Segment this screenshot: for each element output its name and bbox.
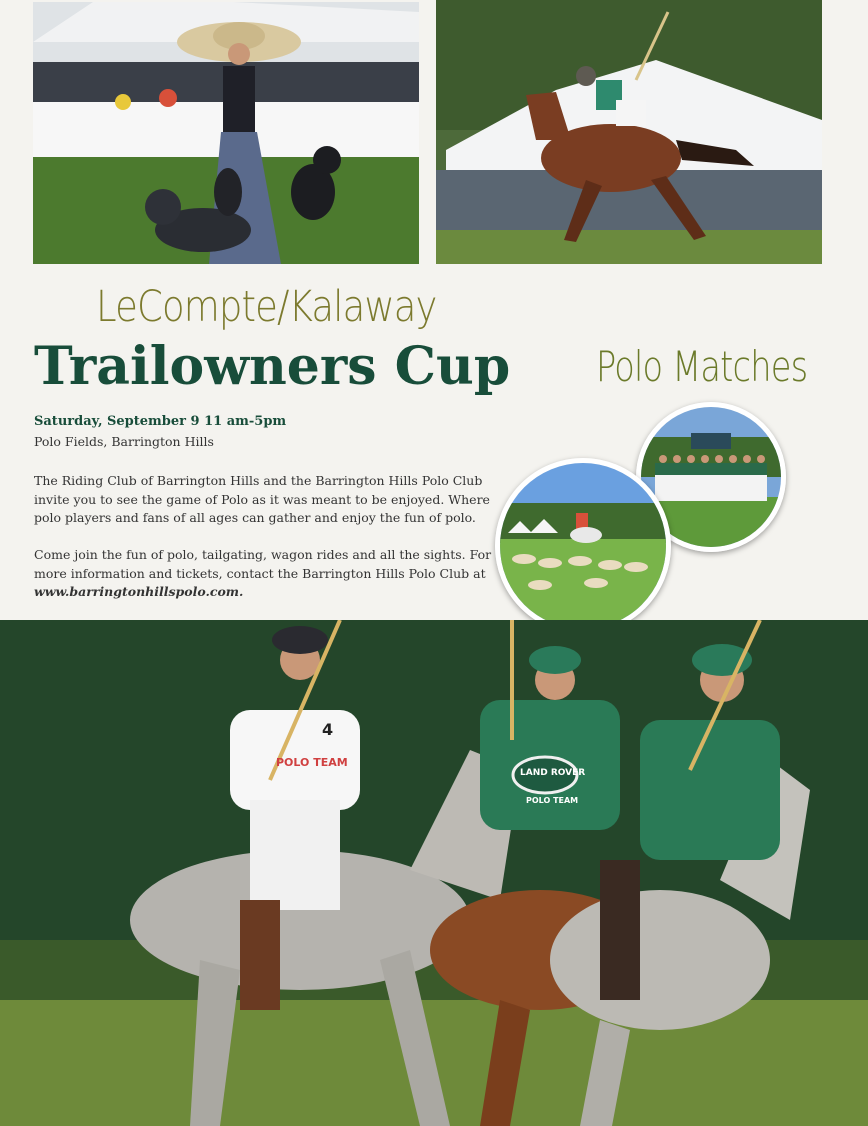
event-headline-suffix: Polo Matches bbox=[596, 342, 808, 391]
jersey-number: 4 bbox=[322, 720, 334, 739]
intro-paragraph-line: polo players and fans of all ages can gather and enjoy the fun of polo. bbox=[34, 510, 476, 525]
intro-paragraph-line: invite you to see the game of Polo as it was meant to be enjoyed. Where bbox=[34, 491, 490, 507]
event-date-time: Saturday, September 9 11 am-5pm bbox=[34, 414, 287, 429]
info-paragraph-line: more information and tickets, contact the Barrington Hills Polo Club at bbox=[34, 565, 486, 581]
info-paragraph bbox=[34, 546, 492, 602]
event-sponsor-subtitle: LeCompte/Kalaway bbox=[96, 282, 437, 332]
intro-paragraph-line: The Riding Club of Barrington Hills and the Barrington Hills Polo Club bbox=[34, 473, 483, 488]
photo-hounds-circle bbox=[495, 458, 671, 634]
green-jersey-label: LAND ROVER bbox=[520, 768, 586, 778]
intro-paragraph bbox=[34, 472, 490, 528]
photo-polo-player-galloping bbox=[436, 0, 822, 264]
website-link[interactable]: www.barringtonhillspolo.com. bbox=[34, 584, 244, 599]
photo-polo-match-action bbox=[0, 620, 868, 1126]
event-location: Polo Fields, Barrington Hills bbox=[34, 434, 214, 449]
info-paragraph-line: Come join the fun of polo, tailgating, wagon rides and all the sights. For bbox=[34, 547, 492, 562]
white-jersey-label: POLO TEAM bbox=[276, 756, 348, 769]
event-headline: Trailowners Cup bbox=[34, 336, 511, 397]
photo-woman-with-poodles bbox=[33, 2, 419, 264]
green-jersey-sublabel: POLO TEAM bbox=[526, 796, 579, 805]
